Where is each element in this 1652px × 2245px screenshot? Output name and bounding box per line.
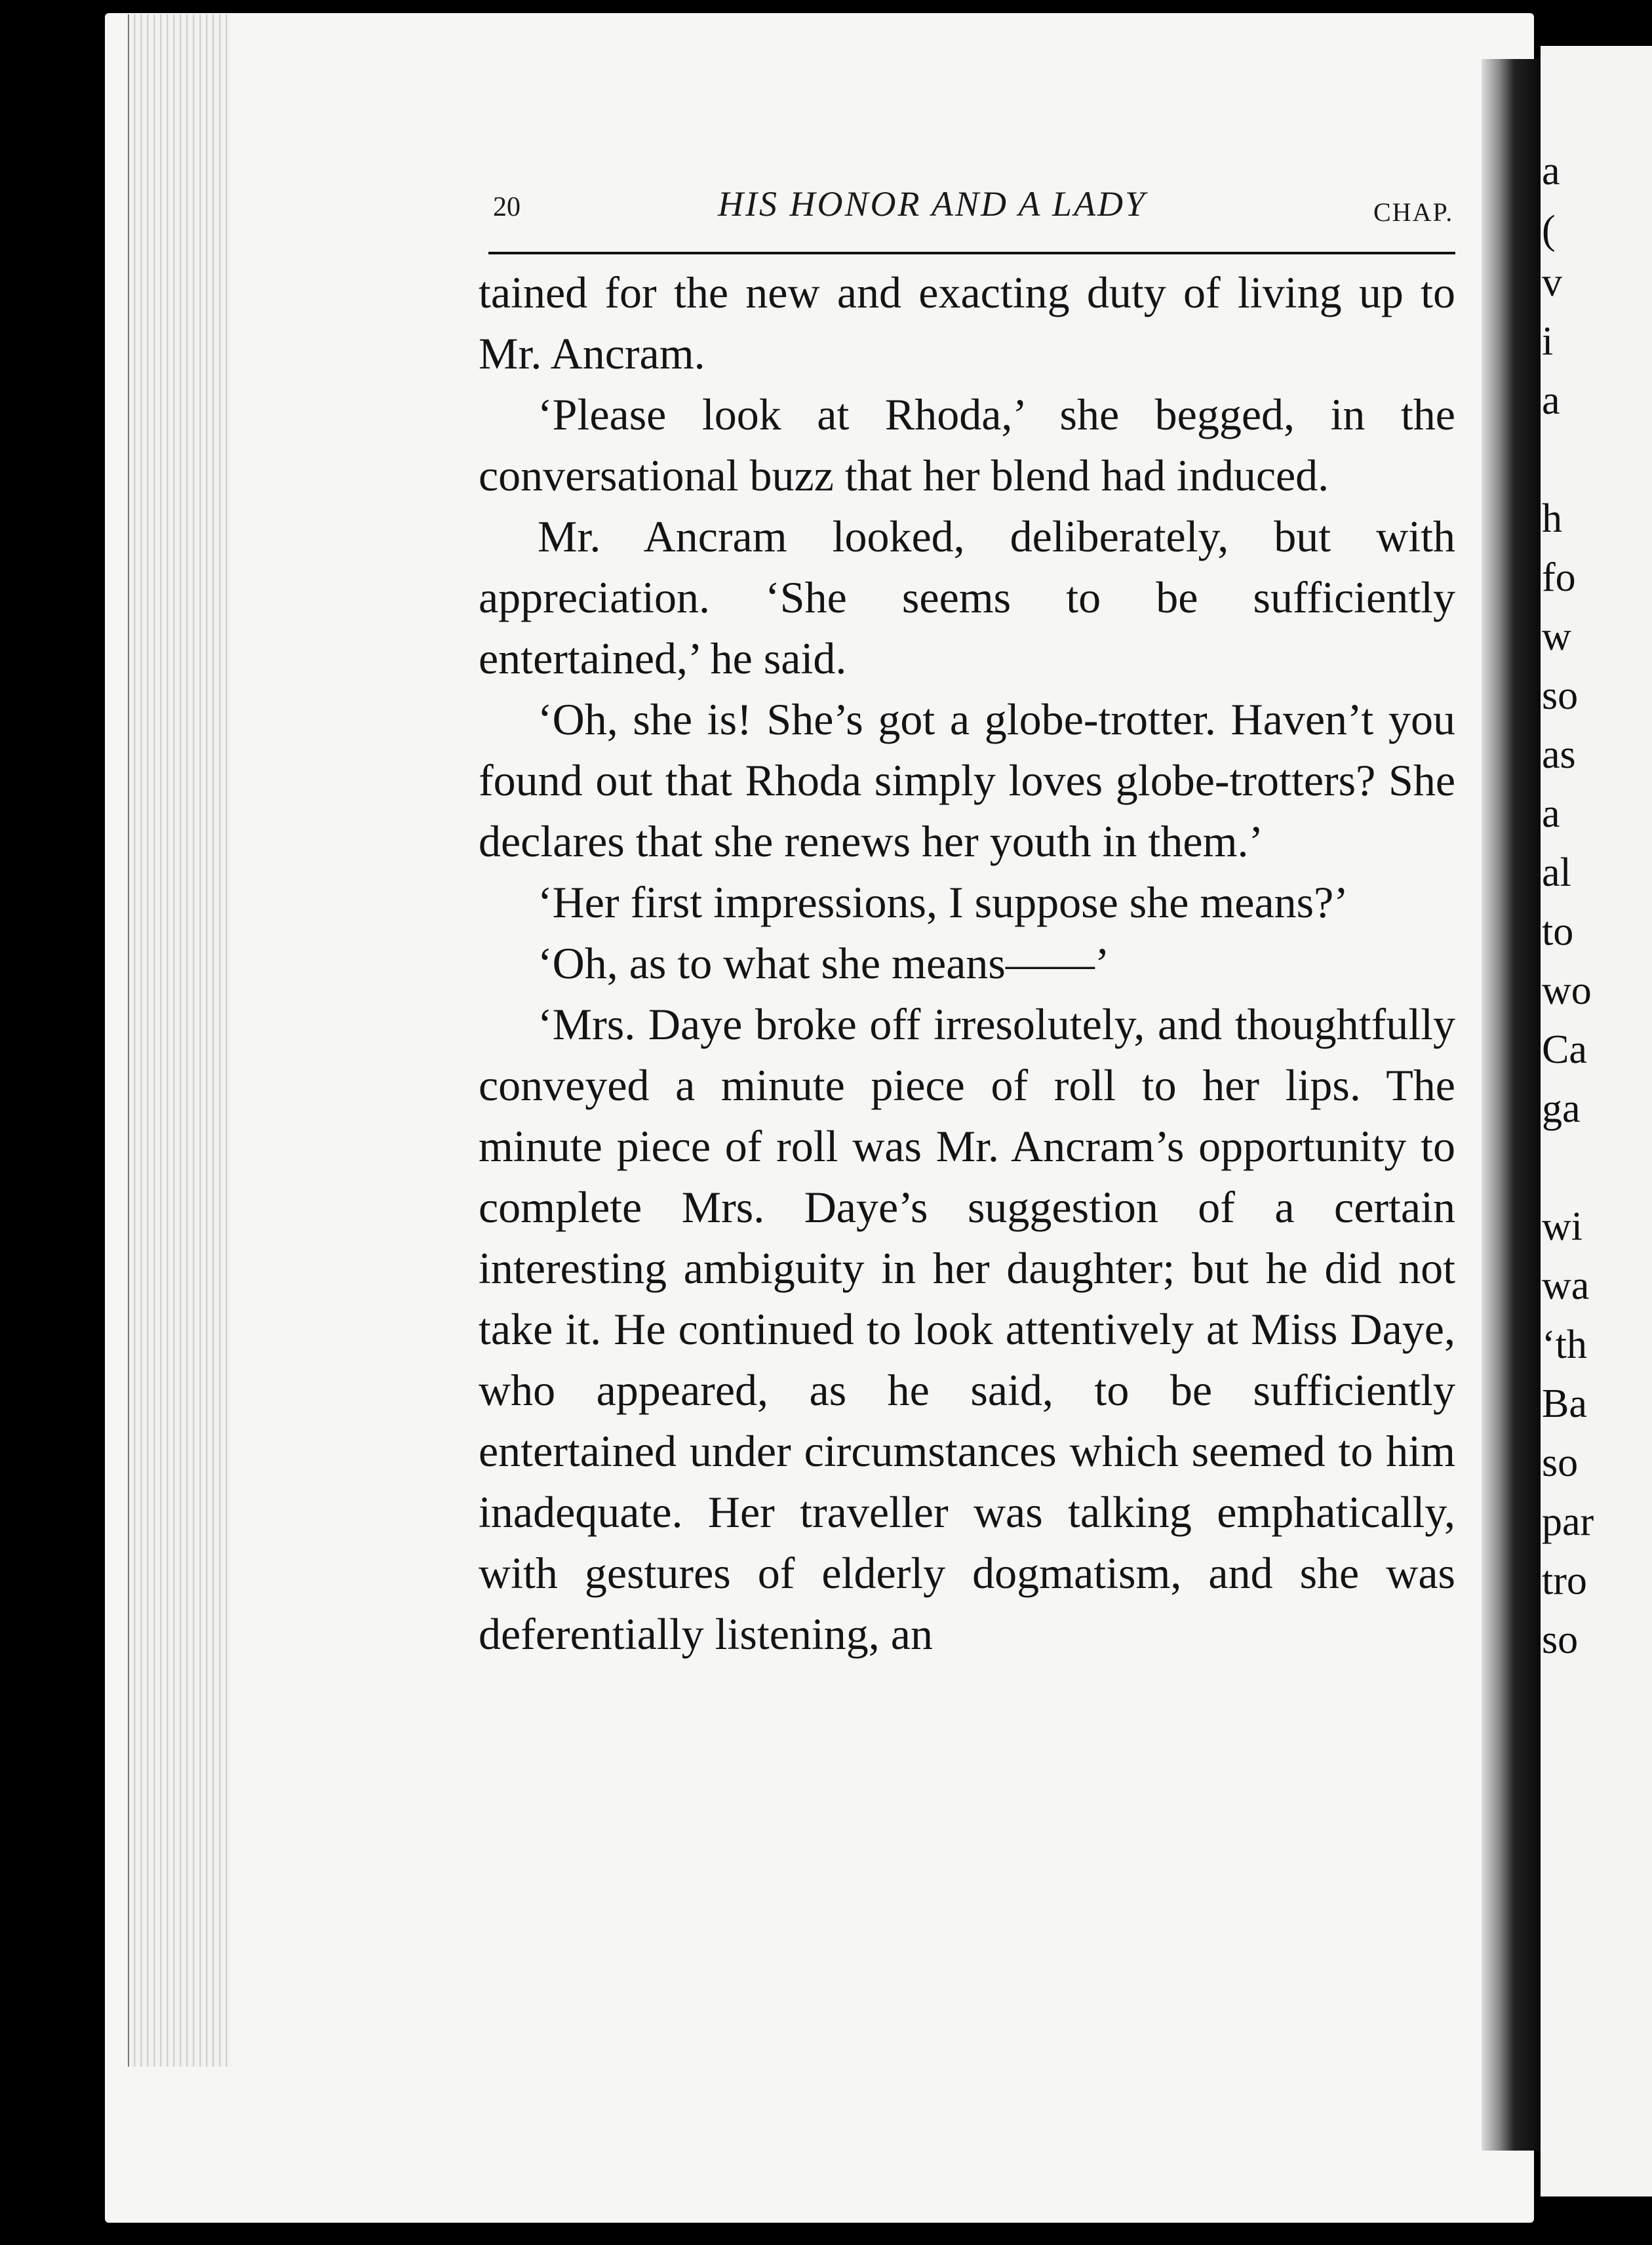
body-text [479, 262, 1455, 1665]
paragraph: ‘Mrs. Daye broke off irresolutely, and thoughtfully conveyed a minute piece of roll to her lips. The minute piece of roll was Mr. Ancram’s opportunity to complete Mrs. Daye’s suggestion of a certain interesting ambiguity in her daughter; but he did not take it. He continued to look attentively at Miss Daye, who appeared, as he said, to be sufficiently entertained under circumstances which seemed to him inadequate. Her traveller was talking emphatically, with gestures of elderly dogmatism, and she was deferentially listening, an [479, 999, 1455, 1659]
adjacent-page-fragment: i [1542, 319, 1554, 364]
adjacent-page-fragment: Ba [1542, 1381, 1587, 1426]
adjacent-page-fragment: a [1542, 149, 1560, 193]
book-gutter [1482, 59, 1541, 2151]
adjacent-page-fragment: to [1542, 909, 1574, 954]
adjacent-page-fragment: so [1542, 673, 1579, 718]
adjacent-page-fragment: wo [1542, 968, 1592, 1013]
adjacent-page-fragment: al [1542, 850, 1571, 895]
adjacent-page-fragment: w [1542, 614, 1571, 659]
paragraph: tained for the new and exacting duty of living up to Mr. Ancram. [479, 268, 1455, 378]
paragraph: Mr. Ancram looked, deliberately, but with appreciation. ‘She seems to be sufficiently entertained,’ he said. [479, 511, 1455, 683]
page-edges [128, 14, 231, 2067]
adjacent-page-fragment: so [1542, 1440, 1579, 1485]
paragraph: ‘Please look at Rhoda,’ she begged, in the conversational buzz that her blend had induced. [479, 389, 1455, 500]
paragraph: ‘Oh, she is! She’s got a globe-trotter. Haven’t you found out that Rhoda simply loves globe-trotters? She declares that she renews her youth in them.’ [479, 694, 1455, 866]
adjacent-page-fragment: tro [1542, 1559, 1587, 1603]
adjacent-page-fragment: as [1542, 732, 1576, 777]
paragraph: ‘Oh, as to what she means——’ [538, 938, 1110, 988]
adjacent-page-fragment: wa [1542, 1263, 1590, 1308]
chapter-label: CHAP. [1373, 197, 1454, 227]
adjacent-page-fragment: ‘th [1542, 1322, 1587, 1367]
adjacent-page-fragment: ga [1542, 1086, 1581, 1131]
paragraph: ‘Her first impressions, I suppose she means?’ [538, 877, 1348, 927]
adjacent-page-fragment: a [1542, 791, 1560, 836]
adjacent-page-fragment: Ca [1542, 1027, 1587, 1072]
adjacent-page-fragment: fo [1542, 555, 1576, 600]
adjacent-page-fragment: v [1542, 260, 1562, 305]
page-number: 20 [493, 192, 521, 222]
adjacent-page-fragment: so [1542, 1618, 1579, 1662]
adjacent-page-fragment: par [1542, 1500, 1594, 1544]
header-rule [488, 252, 1455, 254]
running-title: HIS HONOR AND A LADY [718, 184, 1147, 224]
adjacent-page-fragment: a [1542, 378, 1560, 423]
adjacent-page-fragment: ( [1542, 208, 1556, 252]
adjacent-page-fragment: wi [1542, 1204, 1583, 1249]
adjacent-page [1541, 46, 1652, 2196]
adjacent-page-fragment: h [1542, 496, 1562, 541]
